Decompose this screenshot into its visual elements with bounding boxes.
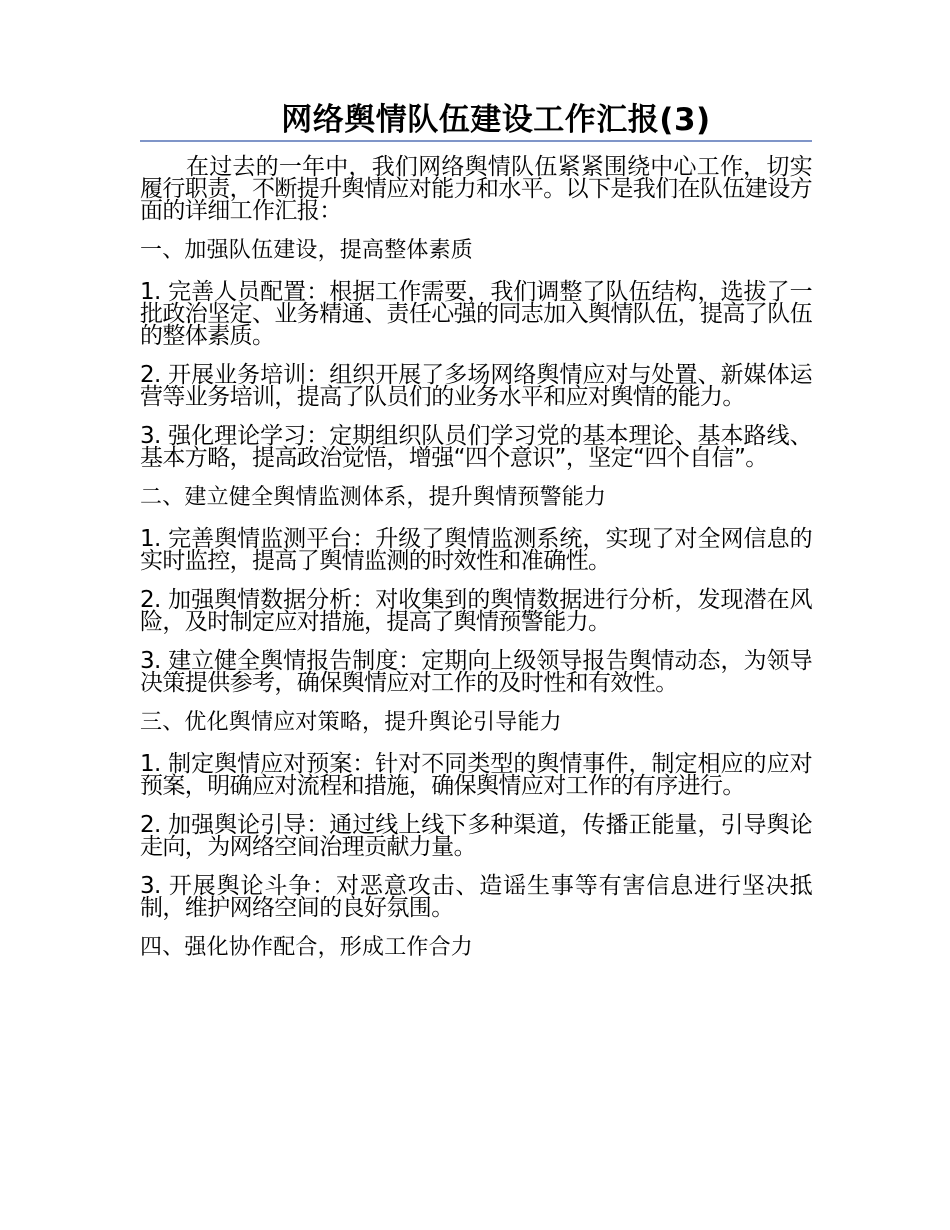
section-item: 2. 加强舆论引导：通过线上线下多种渠道，传播正能量，引导舆论走向，为网络空间治理贡献力量。 — [140, 812, 812, 860]
title-underline — [140, 140, 812, 142]
section-item: 3. 开展舆论斗争：对恶意攻击、造谣生事等有害信息进行坚决抵制，维护网络空间的良好氛围。 — [140, 873, 812, 921]
section-heading: 一、加强队伍建设，提高整体素质 — [140, 238, 474, 263]
document-page — [140, 100, 812, 961]
section-heading: 四、强化协作配合，形成工作合力 — [140, 935, 474, 960]
section-3 — [140, 710, 812, 919]
section-heading: 三、优化舆情应对策略，提升舆论引导能力 — [140, 710, 562, 735]
section-heading: 二、建立健全舆情监测体系，提升舆情预警能力 — [140, 485, 607, 510]
section-item: 1. 完善人员配置：根据工作需要，我们调整了队伍结构，选拔了一批政治坚定、业务精通、责任心强的同志加入舆情队伍，提高了队伍的整体素质。 — [140, 279, 813, 349]
intro-paragraph: 在过去的一年中，我们网络舆情队伍紧紧围绕中心工作，切实履行职责，不断提升舆情应对能力和水平。以下是我们在队伍建设方面的详细工作汇报： — [140, 154, 813, 224]
section-1 — [140, 238, 812, 469]
section-item: 1. 制定舆情应对预案：针对不同类型的舆情事件，制定相应的应对预案，明确应对流程和措施，确保舆情应对工作的有序进行。 — [140, 751, 812, 799]
section-item: 2. 开展业务培训：组织开展了多场网络舆情应对与处置、新媒体运营等业务培训，提高了队员们的业务水平和应对舆情的能力。 — [140, 362, 812, 410]
section-item: 2. 加强舆情数据分析：对收集到的舆情数据进行分析，发现潜在风险，及时制定应对措施，提高了舆情预警能力。 — [140, 587, 812, 635]
section-2 — [140, 485, 812, 694]
section-item: 3. 建立健全舆情报告制度：定期向上级领导报告舆情动态，为领导决策提供参考，确保舆情应对工作的及时性和有效性。 — [140, 648, 812, 696]
section-item: 1. 完善舆情监测平台：升级了舆情监测系统，实现了对全网信息的实时监控，提高了舆情监测的时效性和准确性。 — [140, 526, 812, 574]
document-title: 网络舆情队伍建设工作汇报(3) — [281, 102, 711, 138]
section-item: 3. 强化理论学习：定期组织队员们学习党的基本理论、基本路线、基本方略，提高政治觉悟，增强“四个意识”，坚定“四个自信”。 — [140, 423, 812, 471]
section-4 — [140, 935, 812, 961]
